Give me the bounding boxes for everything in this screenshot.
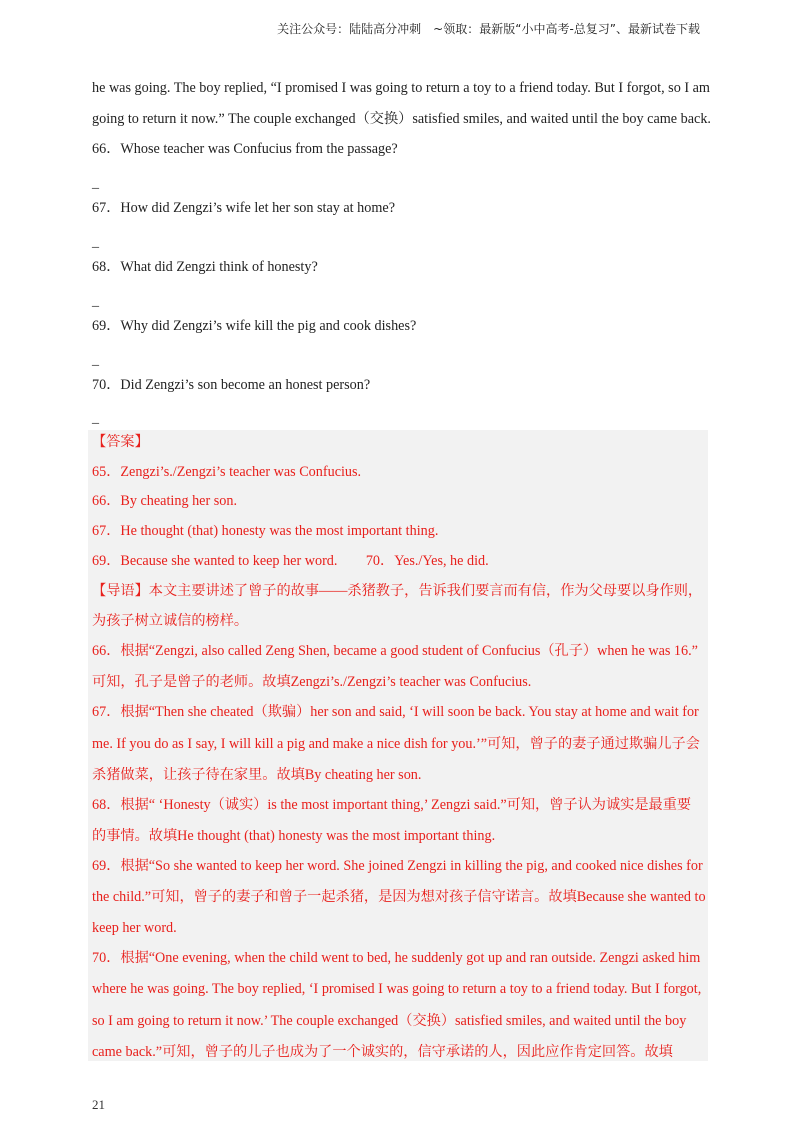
- question-70: 70．Did Zengzi’s son become an honest person?: [92, 377, 371, 393]
- question-67: 67．How did Zengzi’s wife let her son stay at home?: [92, 200, 395, 216]
- explanation-line: 的事情。故填He thought (that) honesty was the most important thing.: [92, 828, 496, 844]
- answer-item: 69．Because she wanted to keep her word. 70．Yes./Yes, he did.: [92, 553, 489, 569]
- question-68: 68．What did Zengzi think of honesty?: [92, 259, 318, 275]
- guide-line: 【导语】本文主要讲述了曾子的故事——杀猪教子，告诉我们要言而有信，作为父母要以身作则，: [92, 583, 703, 599]
- answer-blank-68[interactable]: _: [92, 294, 99, 309]
- answer-blank-69[interactable]: _: [92, 353, 99, 368]
- explanation-line: 68．根据“ ‘Honesty（诚实）is the most important thing,’ Zengzi said.”可知，曾子认为诚实是最重要: [92, 797, 692, 813]
- passage-line: he was going. The boy replied, “I promised I was going to return a toy to a friend today. But I forgot, so I am: [92, 80, 710, 96]
- explanation-line: me. If you do as I say, I will kill a pig and make a nice dish for you.’”可知，曾子的妻子通过欺骗儿子会: [92, 736, 700, 752]
- explanation-line: the child.”可知，曾子的妻子和曾子一起杀猪，是因为想对孩子信守诺言。故填Because she wanted to: [92, 889, 706, 905]
- explanation-line: 69．根据“So she wanted to keep her word. She joined Zengzi in killing the pig, and cooked nice dishes for: [92, 858, 703, 874]
- page-header: 关注公众号：陆陆高分冲刺 ~领取：最新版“小中高考-总复习”、最新试卷下载: [277, 22, 700, 36]
- question-69: 69．Why did Zengzi’s wife kill the pig and cook dishes?: [92, 318, 417, 334]
- explanation-line: so I am going to return it now.’ The couple exchanged（交换）satisfied smiles, and waited until the boy: [92, 1013, 687, 1029]
- passage-line: going to return it now.” The couple exchanged（交换）satisfied smiles, and waited until the boy came back.: [92, 111, 711, 127]
- explanation-line: 66．根据“Zengzi, also called Zeng Shen, became a good student of Confucius（孔子）when he was 16.”: [92, 643, 698, 659]
- answer-item: 66．By cheating her son.: [92, 493, 237, 509]
- explanation-line: keep her word.: [92, 920, 177, 936]
- answer-blank-70[interactable]: _: [92, 411, 99, 426]
- guide-line: 为孩子树立诚信的榜样。: [92, 613, 249, 629]
- explanation-line: came back.”可知，曾子的儿子也成为了一个诚实的，信守承诺的人，因此应作肯定回答。故填: [92, 1044, 673, 1060]
- answer-blank-66[interactable]: _: [92, 176, 99, 191]
- page-number: 21: [92, 1097, 105, 1112]
- answer-item: 65．Zengzi’s./Zengzi’s teacher was Confucius.: [92, 464, 362, 480]
- answer-blank-67[interactable]: _: [92, 235, 99, 250]
- question-66: 66．Whose teacher was Confucius from the passage?: [92, 141, 398, 157]
- answer-heading: 【答案】: [92, 434, 149, 450]
- explanation-line: 67．根据“Then she cheated（欺骗）her son and said, ‘I will soon be back. You stay at home and wait for: [92, 704, 699, 720]
- answer-item: 67．He thought (that) honesty was the most important thing.: [92, 523, 439, 539]
- explanation-line: 杀猪做菜，让孩子待在家里。故填By cheating her son.: [92, 767, 422, 783]
- explanation-line: 70．根据“One evening, when the child went to bed, he suddenly got up and ran outside. Zengzi asked him: [92, 950, 701, 966]
- explanation-line: where he was going. The boy replied, ‘I promised I was going to return a toy to a friend today. But I forgot,: [92, 981, 702, 997]
- explanation-line: 可知，孔子是曾子的老师。故填Zengzi’s./Zengzi’s teacher was Confucius.: [92, 674, 532, 690]
